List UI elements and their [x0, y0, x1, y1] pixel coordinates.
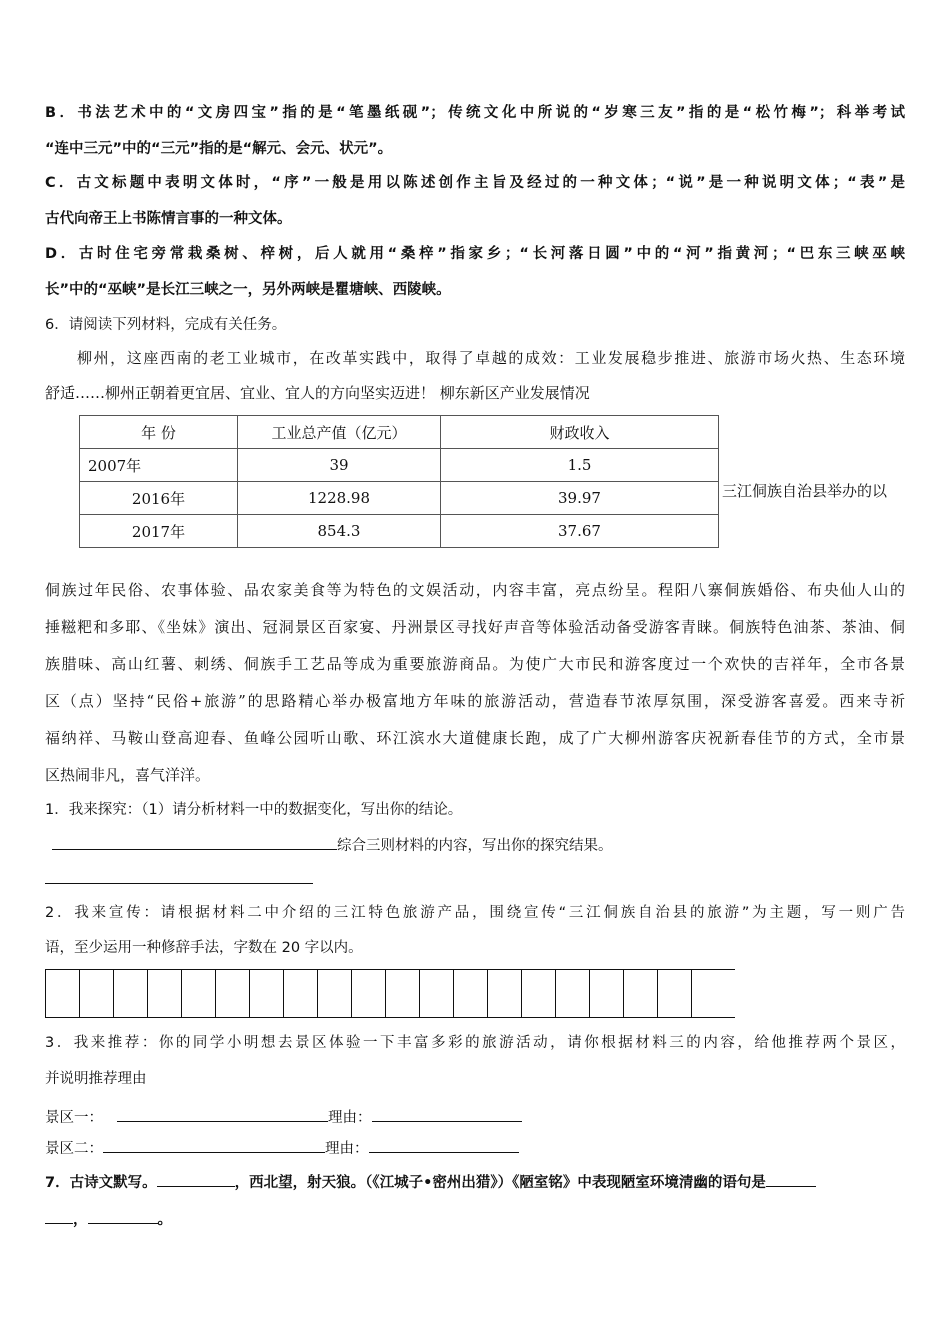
- task-3-prompt-line2: 并说明推荐理由: [45, 1071, 147, 1087]
- option-d-line2: 长”中的“巫峡”是长江三峡之一，另外两峡是瞿塘峡、西陵峡。: [45, 282, 451, 298]
- answer-blank[interactable]: [52, 834, 337, 850]
- poem-blank-2[interactable]: [766, 1171, 816, 1187]
- task-1-subprompt: 综合三则材料的内容，写出你的探究结果。: [337, 838, 613, 854]
- question-7-title: 7．古诗文默写。: [45, 1175, 157, 1191]
- material-2-line: 侗族过年民俗、农事体验、品农家美食等为特色的文娱活动，内容丰富，亮点纷呈。程阳八寨侗族婚俗、布央仙人山的: [45, 581, 905, 599]
- period: 。: [157, 1212, 172, 1228]
- material-3-line: 福纳祥、马鞍山登高迎春、鱼峰公园听山歌、环江滨水大道健康长跑，成了广大柳州游客庆祝新春佳节的方式，全市景: [45, 729, 905, 747]
- option-b-line2: “连中三元”中的“三元”指的是“解元、会元、状元”。: [45, 141, 393, 157]
- option-b-line1: B．书法艺术中的“文房四宝”指的是“笔墨纸砚”；传统文化中所说的“岁寒三友”指的是“松竹梅”；科举考试: [45, 105, 905, 121]
- table-cell: 2017年: [80, 515, 238, 548]
- table-cell: 39: [238, 449, 441, 482]
- poem-blank-2-cont[interactable]: [45, 1208, 73, 1224]
- table-cell: 2007年: [80, 449, 238, 482]
- reason-2-input[interactable]: [369, 1137, 519, 1153]
- industry-data-table: [79, 415, 719, 548]
- table-row: [80, 449, 719, 482]
- comma: ，: [73, 1212, 88, 1228]
- question-6-title: 6．请阅读下列材料，完成有关任务。: [45, 317, 287, 333]
- task-2-prompt: 2．我来宣传：请根据材料二中介绍的三江特色旅游产品，围绕宣传“三江侗族自治县的旅游”为主题，写一则广告: [45, 905, 905, 921]
- material-2-line: 捶糍粑和多耶、《坐妹》演出、冠洞景区百家宴、丹洲景区寻找好声音等体验活动备受游客青睐。侗族特色油茶、茶油、侗: [45, 618, 905, 636]
- table-cell: 37.67: [441, 515, 719, 548]
- task-2-prompt-line2: 语，至少运用一种修辞手法，字数在 20 字以内。: [45, 940, 363, 956]
- task-1-prompt: 1．我来探究：（1）请分析材料一中的数据变化，写出你的结论。: [45, 802, 463, 818]
- table-row: [80, 482, 719, 515]
- table-cell: 1228.98: [238, 482, 441, 515]
- material-1-line2: 舒适……柳州正朝着更宜居、宜业、宜人的方向坚实迈进！ 柳东新区产业发展情况: [45, 384, 590, 402]
- spot-1-input[interactable]: [117, 1106, 328, 1122]
- poem-blank-3[interactable]: [88, 1208, 158, 1224]
- spot-2-label: 景区二：: [45, 1141, 103, 1157]
- table-header: 工业总产值（亿元）: [238, 416, 441, 449]
- reason-1-label: 理由：: [328, 1110, 372, 1126]
- task-3-prompt: 3．我来推荐：你的同学小明想去景区体验一下丰富多彩的旅游活动，请你根据材料三的内容，给他推荐两个景区，: [45, 1035, 905, 1051]
- reason-2-label: 理由：: [325, 1141, 369, 1157]
- table-cell: 854.3: [238, 515, 441, 548]
- material-2-line: 族腊味、高山红薯、刺绣、侗族手工艺品等成为重要旅游商品。为使广大市民和游客度过一个欢快的吉祥年，全市各景: [45, 655, 905, 673]
- material-1-line1: 柳州，这座西南的老工业城市，在改革实践中，取得了卓越的成效：工业发展稳步推进、旅游市场火热、生态环境: [77, 349, 905, 367]
- table-header: 年 份: [80, 416, 238, 449]
- table-header-row: [80, 416, 719, 449]
- table-cell: 39.97: [441, 482, 719, 515]
- answer-blank[interactable]: [45, 883, 313, 884]
- poem-blank-1[interactable]: [157, 1171, 235, 1187]
- spot-2-input[interactable]: [103, 1137, 325, 1153]
- material-2-start: 三江侗族自治县举办的以: [722, 482, 888, 500]
- spot-1-label: 景区一：: [45, 1110, 103, 1126]
- table-row: [80, 515, 719, 548]
- writing-grid[interactable]: [45, 969, 735, 1018]
- material-3-line: 区（点）坚持“民俗+旅游”的思路精心举办极富地方年味的旅游活动，营造春节浓厚氛围，深受游客喜爱。西来寺祈: [45, 692, 905, 710]
- question-7-text: ，西北望，射天狼。（《江城子•密州出猎》）《陋室铭》中表现陋室环境清幽的语句是: [234, 1175, 766, 1191]
- table-header: 财政收入: [441, 416, 719, 449]
- table-cell: 2016年: [80, 482, 238, 515]
- material-3-line: 区热闹非凡，喜气洋洋。: [45, 766, 211, 784]
- reason-1-input[interactable]: [372, 1106, 522, 1122]
- option-c-line1: C．古文标题中表明文体时，“序”一般是用以陈述创作主旨及经过的一种文体；“说”是一种说明文体；“表”是: [45, 175, 905, 191]
- option-d-line1: D．古时住宅旁常栽桑树、梓树，后人就用“桑梓”指家乡；“长河落日圆”中的“河”指黄河；“巴东三峡巫峡: [45, 246, 905, 262]
- option-c-line2: 古代向帝王上书陈情言事的一种文体。: [45, 211, 292, 227]
- table-cell: 1.5: [441, 449, 719, 482]
